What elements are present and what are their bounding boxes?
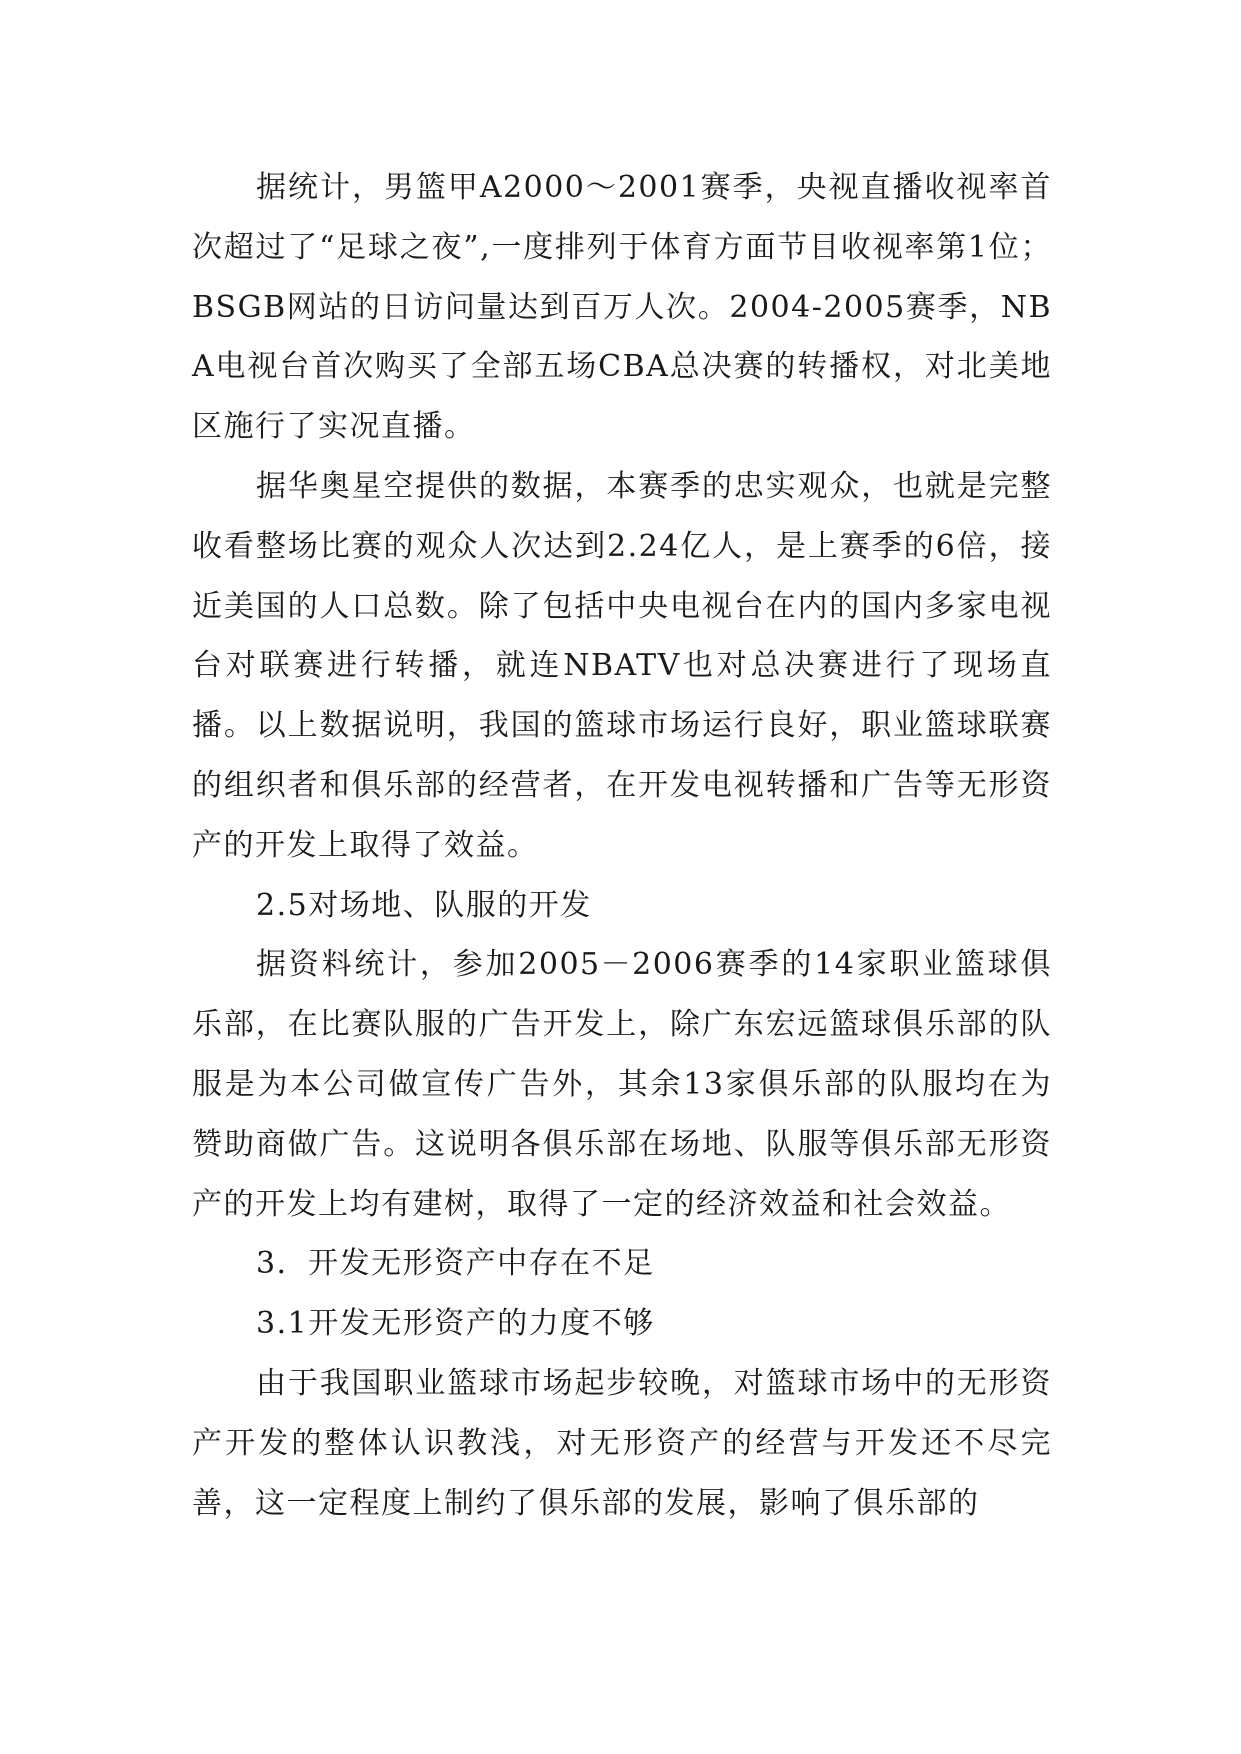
section-heading-3: 3．开发无形资产中存在不足: [256, 1246, 655, 1282]
paragraph-uniform-ads: 据资料统计，参加2005－2006赛季的14家职业篮球俱乐部，在比赛队服的广告开发上，除广东宏远篮球俱乐部的队服是为本公司做宣传广告外，其余13家俱乐部的队服均在为赞助商做广告。这说明各俱乐部在场地、队服等俱乐部无形资产的开发上均有建树，取得了一定的经济效益和社会效益。: [192, 947, 1052, 1222]
paragraph-tv-ratings: 据统计，男篮甲A2000～2001赛季，央视直播收视率首次超过了“足球之夜”,一度排列于体育方面节目收视率第1位；BSGB网站的日访问量达到百万人次。2004-2005赛季，NBA电视台首次购买了全部五场CBA总决赛的转播权，对北美地区施行了实况直播。: [192, 170, 1052, 445]
paragraph-audience-data: 据华奥星空提供的数据，本赛季的忠实观众，也就是完整收看整场比赛的观众人次达到2.24亿人，是上赛季的6倍，接近美国的人口总数。除了包括中央电视台在内的国内多家电视台对联赛进行转播，就连NBATV也对总决赛进行了现场直播。以上数据说明，我国的篮球市场运行良好，职业篮球联赛的组织者和俱乐部的经营者，在开发电视转播和广告等无形资产的开发上取得了效益。: [192, 468, 1052, 863]
section-heading-2-5: 2.5对场地、队服的开发: [256, 887, 592, 923]
section-heading-3-1: 3.1开发无形资产的力度不够: [256, 1306, 655, 1342]
paragraph-insufficient-development: 由于我国职业篮球市场起步较晚，对篮球市场中的无形资产开发的整体认识教浅，对无形资产的经营与开发还不尽完善，这一定程度上制约了俱乐部的发展，影响了俱乐部的: [192, 1365, 1052, 1521]
document-body: [192, 158, 1052, 1533]
